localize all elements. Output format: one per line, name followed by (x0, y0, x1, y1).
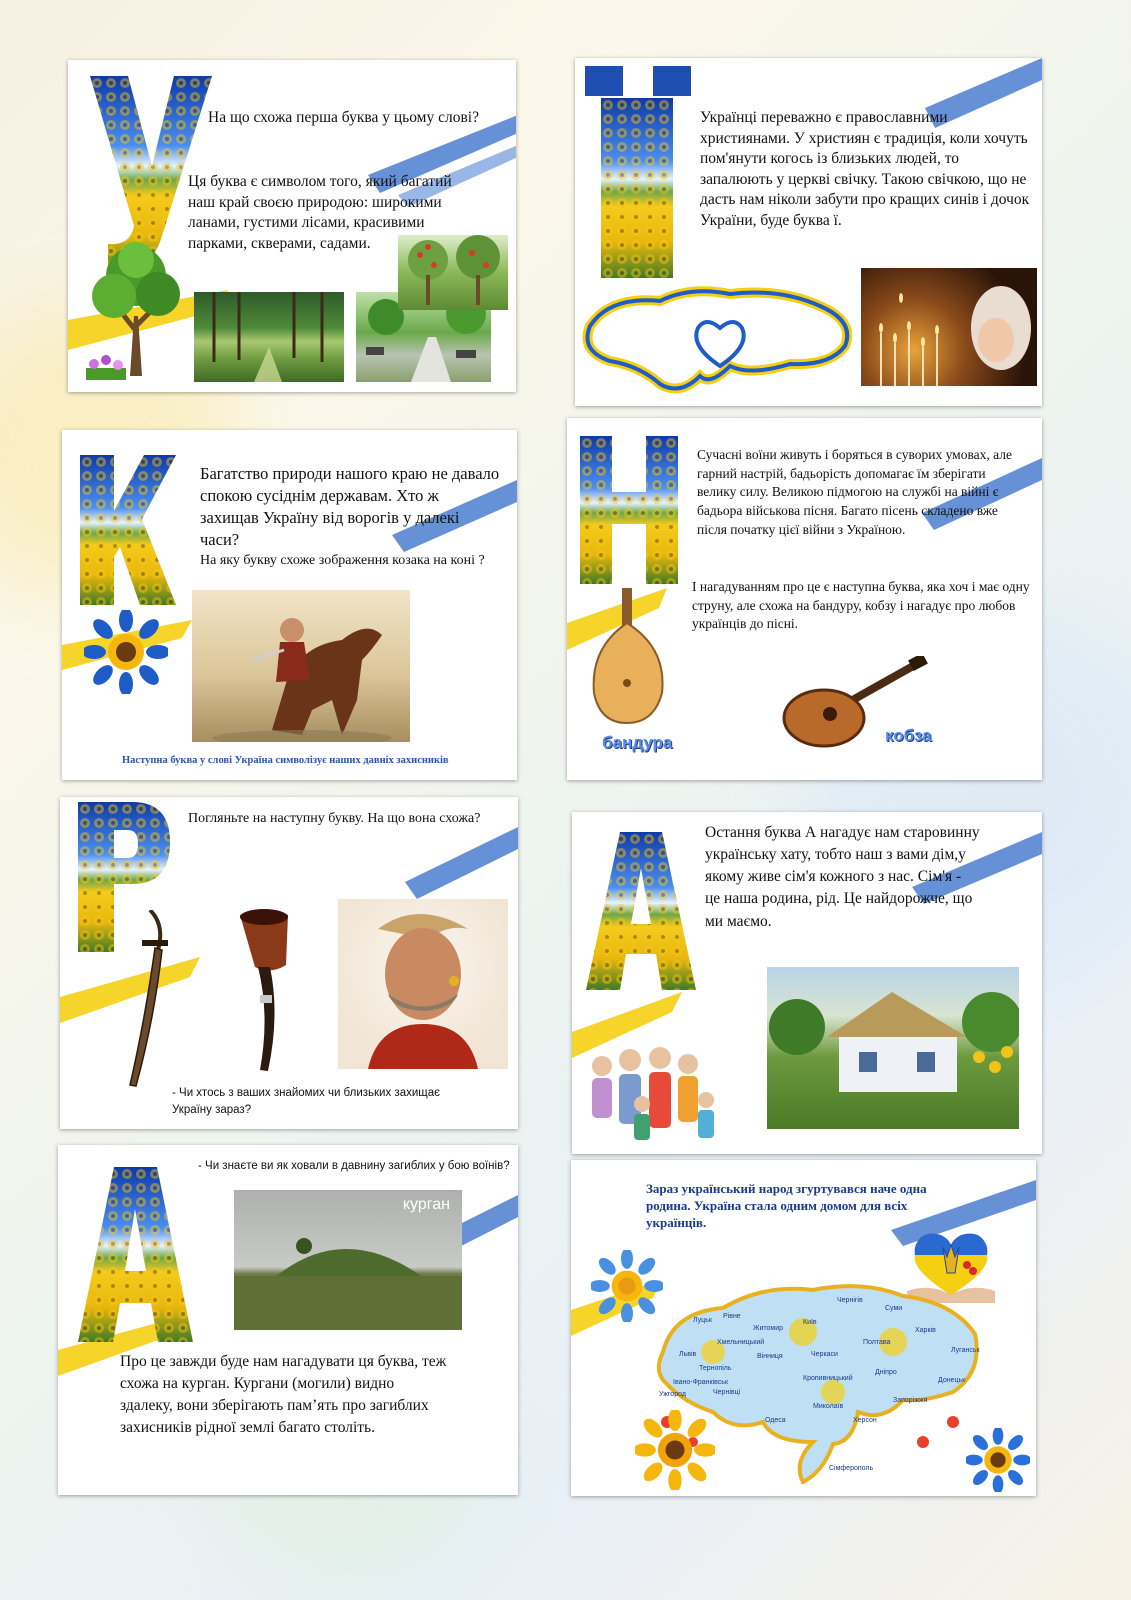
slide-u (68, 60, 516, 392)
slide-a-house (572, 812, 1042, 1154)
map-label-rivne: Рівне (723, 1313, 741, 1320)
bandura-icon (592, 588, 672, 728)
map-label-khmelnytskyi: Хмельницький (717, 1339, 765, 1346)
letter-k-picture (80, 455, 176, 605)
map-label-dnipro: Дніпро (875, 1369, 897, 1376)
flowers-icon (86, 350, 126, 380)
question-text: - Чи знаєте ви як ховали в давнину загиблих у бою воїнів? (198, 1160, 510, 1172)
letter-a-picture (78, 1167, 193, 1342)
map-label-mykolaiv: Миколаїв (813, 1403, 844, 1410)
body-text: Зараз український народ згуртувався наче одна родина. Україна стала одним домом для всіх українців. (646, 1181, 927, 1231)
family-icon (582, 1044, 722, 1144)
map-label-ternopil: Тернопіль (699, 1365, 732, 1372)
sunflower-icon (966, 1428, 1030, 1492)
body-text: Ця буква є символом того, який багатий наш край своєю природою: широкими ланами, густими лісами, красивими парками, скверами, садами. (188, 173, 452, 252)
map-label-uzhhorod: Ужгород (659, 1391, 686, 1398)
map-label-zhytomyr: Житомир (753, 1325, 784, 1332)
map-label-lutsk: Луцьк (693, 1317, 712, 1324)
body-text: Остання буква А нагадує нам старовинну українську хату, тобто наш з вами дім,у якому живе сім'я кожного з нас. Сім'я - це наша родина, рід. Це найдорожче, що ми маємо. (705, 824, 980, 930)
slide-k (62, 430, 517, 780)
cossack-portrait (338, 899, 508, 1069)
question-text: На що схожа перша буква у цьому слові? (208, 109, 479, 126)
map-label-sumy: Суми (885, 1305, 903, 1312)
body-text: Сучасні воїни живуть і боряться в суворих умовах, але гарний настрій, бадьорість допомагає їм зберігати велику силу. Великою підмогою на службі на війні є бадьора військова пісня. Багато пісень складено вже після початку цієї війни з Україною. (697, 447, 1012, 537)
map-label-lviv: Львів (679, 1351, 697, 1358)
slide-map (571, 1160, 1036, 1496)
map-label-kropyvnytskyi: Кропивницький (803, 1375, 853, 1382)
forest-photo (194, 292, 344, 382)
kurgan-photo-label: курган (402, 1196, 450, 1213)
kobza-label: кобза (885, 726, 932, 745)
body-text: Про це завжди буде нам нагадувати ця буква, теж схожа на курган. Кургани (могили) видно здалеку, вони зберігають пам’ять про загиблих захисників рідної землі багато століть. (120, 1353, 447, 1437)
cossack-horse-painting (192, 590, 410, 742)
map-label-kherson: Херсон (853, 1417, 877, 1424)
map-label-vinnytsia: Вінниця (757, 1353, 783, 1360)
body-text-2: І нагадуванням про це є наступна буква, яка хоч і має одну струну, але схожа на бандуру, кобзу і нагадує про любов українців до пісні. (692, 579, 1030, 632)
slide-r (60, 797, 518, 1129)
sunflower-icon (635, 1410, 715, 1490)
village-house-painting (767, 967, 1019, 1129)
map-label-zaporizhzhia: Запоріжжя (893, 1397, 928, 1404)
map-label-odesa: Одеса (765, 1417, 786, 1424)
map-label-kyiv: Київ (803, 1319, 817, 1326)
caption-text: Наступна буква у слові Україна символізує наших давніх захисників (122, 755, 449, 766)
question-text: На яку букву схоже зображення козака на коні ? (200, 553, 485, 568)
map-label-luhansk: Луганськ (951, 1347, 980, 1354)
kurgan-photo (234, 1190, 462, 1330)
body-text: Українці переважно є православними християнами. У християн є традиція, коли хочуть пом'янути когось із близьких людей, то запалюють у церкві свічку. Такою свічкою, що не дасть нам ніколи забути про кращих синів і дочок України, буде буква ї. (700, 109, 1030, 230)
ukraine-map-heart-icon (580, 266, 860, 406)
slide-yi (575, 58, 1042, 406)
candles-photo (861, 268, 1037, 386)
orchard-photo (398, 235, 508, 310)
map-label-simferopol: Сімферополь (829, 1465, 874, 1472)
bandura-label: бандура (602, 733, 673, 752)
pipe-icon (230, 905, 300, 1075)
map-label-ivano-frankivsk: Івано-Франківськ (673, 1379, 729, 1386)
slide-n (567, 418, 1042, 780)
map-label-donetsk: Донецьк (938, 1377, 966, 1384)
map-label-chernivtsi: Чернівці (713, 1389, 741, 1396)
letter-n-picture (580, 436, 678, 584)
question-text: Погляньте на наступну букву. На що вона схожа? (188, 811, 481, 826)
question-text-2: - Чи хтось з ваших знайомих чи близьких захищає Україну зараз? (172, 1087, 440, 1117)
map-label-kharkiv: Харків (915, 1327, 936, 1334)
sunflower-icon (84, 610, 168, 694)
slide-a-kurgan (58, 1145, 518, 1495)
letter-yi-picture (601, 98, 673, 278)
body-text: Багатство природи нашого краю не давало спокою сусіднім державам. Хто ж захищав Україну від ворогів у далекі часи? (200, 464, 500, 549)
letter-a-picture (586, 832, 696, 990)
saber-icon (120, 910, 170, 1090)
map-label-cherkasy: Черкаси (811, 1351, 838, 1358)
map-label-poltava: Полтава (863, 1339, 891, 1346)
map-label-chernihiv: Чернігів (837, 1297, 863, 1304)
blue-brush-stroke (405, 827, 518, 907)
